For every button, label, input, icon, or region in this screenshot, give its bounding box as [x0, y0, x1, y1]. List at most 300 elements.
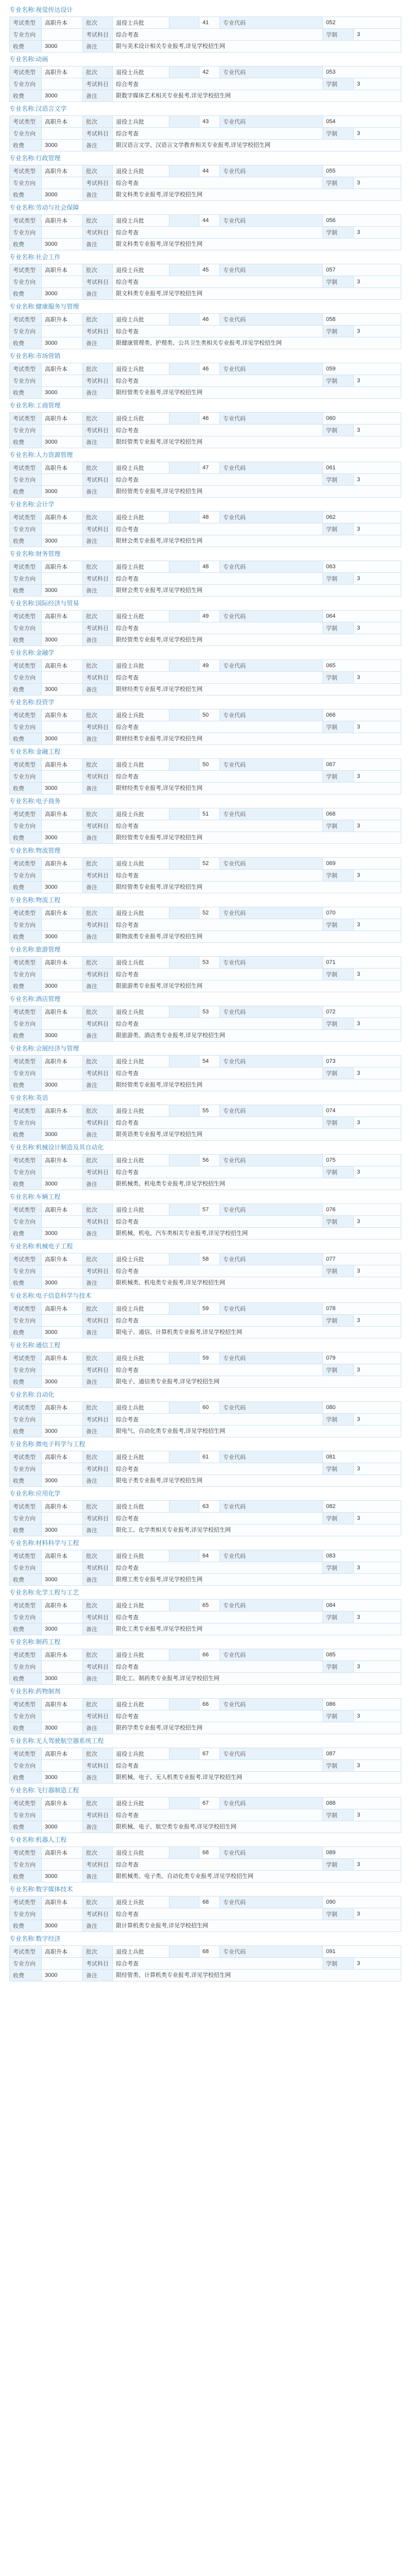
subjects-label: 考试科目 [83, 523, 113, 535]
tuition-value: 3000 [42, 684, 83, 696]
exam-type-label: 考试类型 [10, 363, 42, 375]
major-code-value: 066 [323, 709, 401, 721]
major-table [9, 956, 401, 992]
system-label: 学制 [323, 1908, 354, 1920]
table-row [10, 1414, 401, 1426]
table-row [10, 1463, 401, 1475]
exam-type-label: 考试类型 [10, 1352, 42, 1364]
tuition-value: 3000 [42, 1079, 83, 1091]
direction-label: 专业方向 [10, 29, 42, 41]
exam-type-label: 考试类型 [10, 1056, 42, 1067]
table-row [10, 1475, 401, 1487]
direction-value [42, 1562, 83, 1574]
direction-value [42, 919, 83, 931]
batch-label: 批次 [83, 1402, 113, 1414]
major-block [0, 1042, 410, 1091]
system-value: 3 [354, 1562, 401, 1574]
table-row [10, 1649, 401, 1661]
system-value: 3 [354, 177, 401, 189]
major-block [0, 1635, 410, 1685]
major-name[interactable]: 酒店管理 [36, 995, 61, 1003]
major-name[interactable]: 化学工程与工艺 [36, 1589, 79, 1596]
exam-type-label: 考试类型 [10, 1204, 42, 1216]
system-label: 学制 [323, 919, 354, 931]
subjects-value: 综合考查 [113, 573, 323, 585]
system-value: 3 [354, 1661, 401, 1673]
major-title [0, 992, 410, 1006]
major-prefix: 专业名称: [9, 1836, 36, 1843]
major-code-label: 专业代码 [220, 1056, 323, 1067]
plan-num-value: 55 [199, 1105, 220, 1117]
major-code-label: 专业代码 [220, 759, 323, 771]
major-code-value: 060 [323, 413, 401, 425]
remark-value: 限文科类专业报考,详见学校招生网 [113, 239, 401, 250]
system-label: 学制 [323, 622, 354, 634]
system-value: 3 [354, 78, 401, 90]
subjects-value: 综合考查 [113, 969, 323, 980]
major-name[interactable]: 应用化学 [36, 1490, 61, 1497]
remark-value: 限经管类专业报考,详见学校招生网 [113, 882, 401, 893]
major-name[interactable]: 电子商务 [36, 798, 61, 805]
direction-value [42, 128, 83, 140]
batch-label: 批次 [83, 1847, 113, 1859]
subjects-label: 考试科目 [83, 622, 113, 634]
remark-value: 限机械类、机电类专业报考,详见学校招生网 [113, 1277, 401, 1289]
major-code-label: 专业代码 [220, 215, 323, 227]
major-code-value: 067 [323, 759, 401, 771]
exam-type-label: 考试类型 [10, 858, 42, 870]
major-title [0, 1586, 410, 1599]
system-label: 学制 [323, 177, 354, 189]
table-row [10, 1809, 401, 1821]
major-prefix: 专业名称: [9, 1886, 36, 1893]
major-code-value: 084 [323, 1600, 401, 1612]
system-label: 学制 [323, 276, 354, 288]
major-name[interactable]: 机械电子工程 [36, 1243, 73, 1250]
table-row [10, 1376, 401, 1388]
table-row [10, 41, 401, 53]
subjects-label: 考试科目 [83, 78, 113, 90]
major-title [0, 498, 410, 511]
tuition-label: 收费 [10, 931, 42, 943]
major-name[interactable]: 材料科学与工程 [36, 1539, 79, 1547]
exam-type-label: 考试类型 [10, 1451, 42, 1463]
direction-value [42, 1612, 83, 1623]
major-name[interactable]: 通信工程 [36, 1342, 61, 1349]
remark-label: 备注 [83, 882, 113, 893]
exam-type-value: 高职升本 [42, 561, 83, 573]
major-code-label: 专业代码 [220, 709, 323, 721]
major-code-value: 056 [323, 215, 401, 227]
remark-label: 备注 [83, 1722, 113, 1734]
exam-type-label: 考试类型 [10, 1155, 42, 1166]
exam-type-value: 高职升本 [42, 1303, 83, 1315]
major-name[interactable]: 药物制剂 [36, 1688, 61, 1695]
tuition-label: 收费 [10, 1524, 42, 1536]
major-name[interactable]: 金融学 [36, 649, 55, 656]
major-code-label: 专业代码 [220, 1550, 323, 1562]
major-table [9, 1500, 401, 1536]
remark-label: 备注 [83, 1178, 113, 1190]
table-row [10, 288, 401, 300]
table-row [10, 1612, 401, 1623]
major-title [0, 1883, 410, 1896]
table-row [10, 832, 401, 844]
major-name[interactable]: 制药工程 [36, 1638, 61, 1646]
major-name[interactable]: 无人驾驶航空器系统工程 [36, 1737, 104, 1744]
major-code-label: 专业代码 [220, 512, 323, 523]
batch-value: 退役士兵批 [113, 1501, 169, 1513]
major-code-label: 专业代码 [220, 1798, 323, 1809]
tuition-value: 3000 [42, 486, 83, 498]
direction-value [42, 1067, 83, 1079]
major-title [0, 794, 410, 808]
tuition-label: 收费 [10, 1574, 42, 1586]
system-value: 3 [354, 29, 401, 41]
subjects-label: 考试科目 [83, 1859, 113, 1871]
batch-label: 批次 [83, 808, 113, 820]
major-block [0, 1685, 410, 1734]
major-name[interactable]: 物流管理 [36, 847, 61, 854]
exam-type-value: 高职升本 [42, 1847, 83, 1859]
plan-num-value: 46 [199, 314, 220, 326]
direction-label: 专业方向 [10, 375, 42, 387]
tuition-value: 3000 [42, 783, 83, 794]
major-code-value: 087 [323, 1748, 401, 1760]
table-row [10, 1166, 401, 1178]
plan-num-value: 52 [199, 858, 220, 870]
subjects-label: 考试科目 [83, 1661, 113, 1673]
major-table [9, 808, 401, 844]
major-table [9, 115, 401, 151]
tuition-label: 收费 [10, 1277, 42, 1289]
batch-value: 退役士兵批 [113, 1946, 169, 1958]
tuition-label: 收费 [10, 288, 42, 300]
remark-label: 备注 [83, 832, 113, 844]
table-row [10, 611, 401, 622]
system-value: 3 [354, 1018, 401, 1030]
major-code-value: 058 [323, 314, 401, 326]
subjects-label: 考试科目 [83, 820, 113, 832]
remark-value: 限机械、电子、航空类专业报考,详见学校招生网 [113, 1821, 401, 1833]
system-label: 学制 [323, 1067, 354, 1079]
exam-type-value: 高职升本 [42, 660, 83, 672]
remark-label: 备注 [83, 980, 113, 992]
subjects-label: 考试科目 [83, 1067, 113, 1079]
system-label: 学制 [323, 326, 354, 337]
direction-label: 专业方向 [10, 672, 42, 684]
tuition-value: 3000 [42, 1871, 83, 1883]
table-row [10, 759, 401, 771]
table-row [10, 1847, 401, 1859]
major-title [0, 1338, 410, 1352]
subjects-label: 考试科目 [83, 573, 113, 585]
major-name[interactable]: 社会工作 [36, 253, 61, 261]
system-value: 3 [354, 969, 401, 980]
exam-type-label: 考试类型 [10, 1006, 42, 1018]
subjects-value: 综合考查 [113, 870, 323, 882]
major-table [9, 561, 401, 597]
subjects-value: 综合考查 [113, 1117, 323, 1129]
remark-value: 限电气、自动化类专业报考,详见学校招生网 [113, 1426, 401, 1437]
major-name[interactable]: 机器人工程 [36, 1836, 67, 1843]
major-name[interactable]: 视觉传达设计 [36, 6, 73, 13]
table-row [10, 276, 401, 288]
major-block [0, 893, 410, 943]
system-label: 学制 [323, 969, 354, 980]
tuition-label: 收费 [10, 1178, 42, 1190]
major-code-value: 088 [323, 1798, 401, 1809]
major-block [0, 53, 410, 102]
system-value: 3 [354, 1067, 401, 1079]
major-title [0, 250, 410, 264]
major-title [0, 1091, 410, 1105]
remark-value: 限旅游类、酒店类专业报考,详见学校招生网 [113, 1030, 401, 1042]
major-name[interactable]: 人力资源管理 [36, 451, 73, 459]
table-row [10, 215, 401, 227]
table-row [10, 1129, 401, 1141]
major-prefix: 专业名称: [9, 303, 36, 310]
major-code-label: 专业代码 [220, 66, 323, 78]
major-name[interactable]: 旅游管理 [36, 946, 61, 953]
table-row [10, 436, 401, 448]
exam-type-label: 考试类型 [10, 215, 42, 227]
system-value: 3 [354, 1315, 401, 1327]
major-table [9, 1105, 401, 1141]
major-name[interactable]: 数字经济 [36, 1935, 61, 1942]
major-prefix: 专业名称: [9, 1243, 36, 1250]
table-row [10, 326, 401, 337]
exam-type-value: 高职升本 [42, 165, 83, 177]
direction-value [42, 1216, 83, 1228]
batch-value: 退役士兵批 [113, 561, 169, 573]
major-code-label: 专业代码 [220, 1352, 323, 1364]
major-prefix: 专业名称: [9, 798, 36, 805]
major-name[interactable]: 电子信息科学与技术 [36, 1292, 92, 1299]
remark-value: 限电子、通信类专业报考,详见学校招生网 [113, 1376, 401, 1388]
direction-label: 专业方向 [10, 1908, 42, 1920]
remark-value: 限机械类、机电类专业报考,详见学校招生网 [113, 1178, 401, 1190]
batch-label: 批次 [83, 660, 113, 672]
batch-value: 退役士兵批 [113, 1798, 169, 1809]
batch-label: 批次 [83, 363, 113, 375]
subjects-value: 综合考查 [113, 771, 323, 783]
remark-value: 限财会类专业报考,详见学校招生网 [113, 535, 401, 547]
major-name[interactable]: 机械设计制造及其自动化 [36, 1144, 104, 1151]
direction-label: 专业方向 [10, 1562, 42, 1574]
plan-num-value: 68 [199, 1847, 220, 1859]
major-name[interactable]: 汉语言文学 [36, 105, 67, 112]
system-label: 学制 [323, 1513, 354, 1524]
tuition-label: 收费 [10, 436, 42, 448]
plan-num-value: 45 [199, 264, 220, 276]
major-code-label: 专业代码 [220, 1204, 323, 1216]
tuition-value: 3000 [42, 189, 83, 201]
subjects-label: 考试科目 [83, 771, 113, 783]
exam-type-value: 高职升本 [42, 413, 83, 425]
major-table [9, 1945, 401, 1981]
major-title [0, 1141, 410, 1154]
exam-type-value: 高职升本 [42, 66, 83, 78]
table-row [10, 239, 401, 250]
remark-label: 备注 [83, 1772, 113, 1784]
major-prefix: 专业名称: [9, 105, 36, 112]
subjects-label: 考试科目 [83, 721, 113, 733]
subjects-value: 综合考查 [113, 78, 323, 90]
direction-label: 专业方向 [10, 1364, 42, 1376]
major-name[interactable]: 会展经济与管理 [36, 1045, 79, 1052]
major-name[interactable]: 行政管理 [36, 155, 61, 162]
major-block [0, 349, 410, 399]
direction-value [42, 1463, 83, 1475]
major-table [9, 363, 401, 399]
batch-value: 退役士兵批 [113, 165, 169, 177]
direction-label: 专业方向 [10, 276, 42, 288]
table-row [10, 1673, 401, 1685]
major-title [0, 53, 410, 66]
direction-label: 专业方向 [10, 1859, 42, 1871]
table-row [10, 882, 401, 893]
major-name[interactable]: 动画 [36, 56, 48, 63]
system-value: 3 [354, 276, 401, 288]
direction-value [42, 1166, 83, 1178]
batch-value: 退役士兵批 [113, 611, 169, 622]
major-code-value: 070 [323, 907, 401, 919]
tuition-value: 3000 [42, 1673, 83, 1685]
major-code-value: 068 [323, 808, 401, 820]
direction-value [42, 1117, 83, 1129]
system-value: 3 [354, 227, 401, 239]
tuition-label: 收费 [10, 1673, 42, 1685]
exam-type-label: 考试类型 [10, 1847, 42, 1859]
major-name[interactable]: 物流工程 [36, 896, 61, 904]
major-name[interactable]: 劳动与社会保障 [36, 204, 79, 211]
major-name[interactable]: 金融工程 [36, 748, 61, 755]
exam-type-label: 考试类型 [10, 1649, 42, 1661]
major-name[interactable]: 飞行器制造工程 [36, 1787, 79, 1794]
major-name[interactable]: 自动化 [36, 1391, 55, 1398]
major-code-label: 专业代码 [220, 561, 323, 573]
tuition-value: 3000 [42, 239, 83, 250]
plan-num-label [169, 561, 199, 573]
major-name[interactable]: 财务管理 [36, 550, 61, 557]
major-prefix: 专业名称: [9, 1688, 36, 1695]
major-prefix: 专业名称: [9, 402, 36, 409]
major-name[interactable]: 车辆工程 [36, 1193, 61, 1200]
major-name[interactable]: 工商管理 [36, 402, 61, 409]
plan-num-value: 44 [199, 215, 220, 227]
major-code-label: 专业代码 [220, 1649, 323, 1661]
system-label: 学制 [323, 1166, 354, 1178]
direction-label: 专业方向 [10, 1463, 42, 1475]
remark-value: 限化工、制药类专业报考,详见学校招生网 [113, 1673, 401, 1685]
exam-type-value: 高职升本 [42, 314, 83, 326]
major-code-label: 专业代码 [220, 1748, 323, 1760]
batch-label: 批次 [83, 1649, 113, 1661]
plan-num-value: 64 [199, 1550, 220, 1562]
tuition-value: 3000 [42, 288, 83, 300]
subjects-value: 综合考查 [113, 1216, 323, 1228]
subjects-value: 综合考查 [113, 1562, 323, 1574]
major-table [9, 16, 401, 53]
exam-type-value: 高职升本 [42, 1798, 83, 1809]
table-row [10, 227, 401, 239]
major-block [0, 201, 410, 250]
major-name[interactable]: 英语 [36, 1094, 48, 1101]
remark-label: 备注 [83, 486, 113, 498]
major-code-label: 专业代码 [220, 1946, 323, 1958]
system-value: 3 [354, 919, 401, 931]
major-name[interactable]: 健康服务与管理 [36, 303, 79, 310]
system-value: 3 [354, 1463, 401, 1475]
remark-label: 备注 [83, 1623, 113, 1635]
major-name[interactable]: 数字媒体技术 [36, 1886, 73, 1893]
exam-type-value: 高职升本 [42, 1501, 83, 1513]
tuition-value: 3000 [42, 1426, 83, 1437]
major-name[interactable]: 会计学 [36, 501, 55, 508]
tuition-value: 3000 [42, 1772, 83, 1784]
plan-num-label [169, 1600, 199, 1612]
tuition-label: 收费 [10, 535, 42, 547]
batch-value: 退役士兵批 [113, 1600, 169, 1612]
major-code-value: 052 [323, 17, 401, 29]
plan-num-label [169, 215, 199, 227]
major-code-label: 专业代码 [220, 1451, 323, 1463]
major-name[interactable]: 投资学 [36, 699, 55, 706]
major-table [9, 462, 401, 498]
system-label: 学制 [323, 1661, 354, 1673]
direction-label: 专业方向 [10, 1809, 42, 1821]
tuition-label: 收费 [10, 1970, 42, 1981]
plan-num-label [169, 1501, 199, 1513]
table-row [10, 709, 401, 721]
major-prefix: 专业名称: [9, 946, 36, 953]
major-prefix: 专业名称: [9, 451, 36, 459]
batch-value: 退役士兵批 [113, 1402, 169, 1414]
tuition-label: 收费 [10, 41, 42, 53]
major-table [9, 1698, 401, 1734]
batch-label: 批次 [83, 1056, 113, 1067]
plan-num-label [169, 808, 199, 820]
batch-label: 批次 [83, 957, 113, 969]
batch-value: 退役士兵批 [113, 1204, 169, 1216]
subjects-value: 综合考查 [113, 177, 323, 189]
major-name[interactable]: 微电子科学与工程 [36, 1440, 86, 1448]
direction-value [42, 1760, 83, 1772]
direction-label: 专业方向 [10, 820, 42, 832]
batch-value: 退役士兵批 [113, 808, 169, 820]
remark-label: 备注 [83, 1228, 113, 1240]
remark-label: 备注 [83, 1475, 113, 1487]
major-code-label: 专业代码 [220, 1896, 323, 1908]
plan-num-value: 49 [199, 660, 220, 672]
tuition-label: 收费 [10, 1426, 42, 1437]
direction-label: 专业方向 [10, 1166, 42, 1178]
plan-num-value: 44 [199, 165, 220, 177]
system-value: 3 [354, 474, 401, 486]
batch-value: 退役士兵批 [113, 1649, 169, 1661]
major-name[interactable]: 市场营销 [36, 352, 61, 360]
tuition-label: 收费 [10, 140, 42, 151]
exam-type-value: 高职升本 [42, 808, 83, 820]
system-label: 学制 [323, 128, 354, 140]
subjects-value: 综合考查 [113, 622, 323, 634]
remark-label: 备注 [83, 140, 113, 151]
table-row [10, 1859, 401, 1871]
plan-num-value: 46 [199, 363, 220, 375]
major-name[interactable]: 国际经济与贸易 [36, 600, 79, 607]
remark-value: 限旅游类专业报考,详见学校招生网 [113, 980, 401, 992]
